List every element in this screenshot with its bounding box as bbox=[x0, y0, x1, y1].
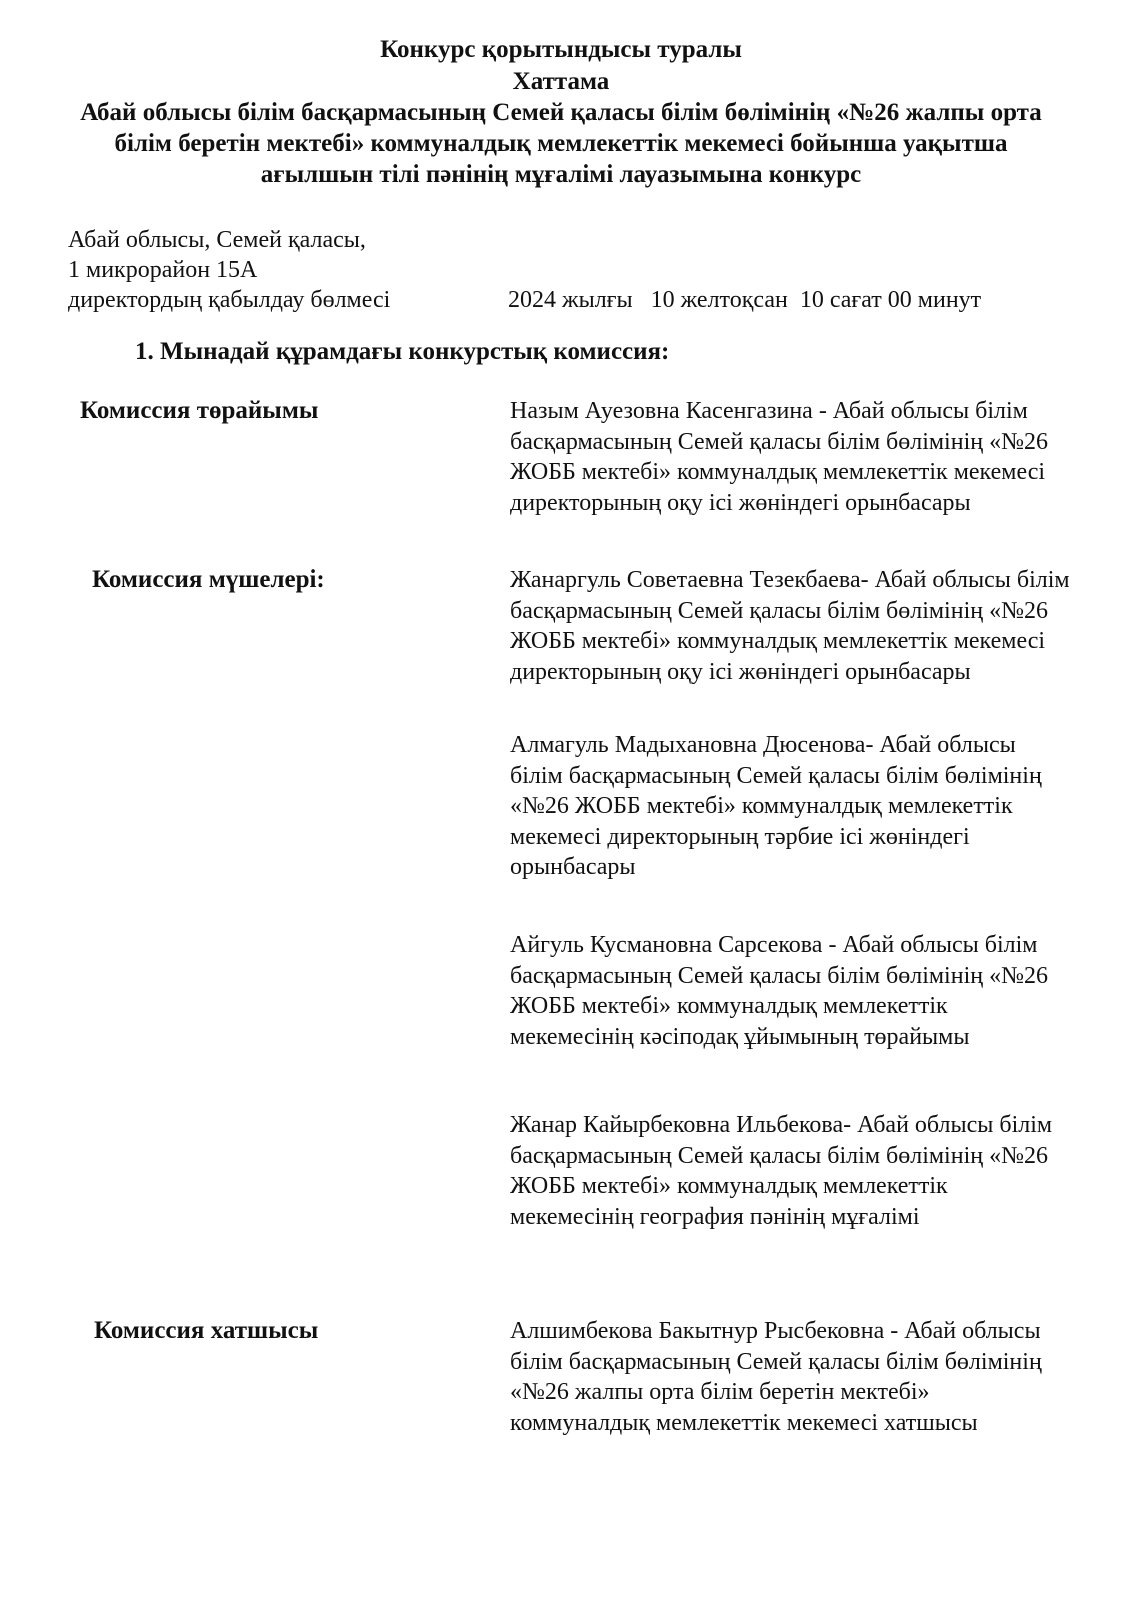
chair-label: Комиссия төрайымы bbox=[80, 397, 319, 424]
secretary-label: Комиссия хатшысы bbox=[94, 1317, 319, 1344]
document-subtitle: Абай облысы білім басқармасының Семей қаласы білім бөлімінің «№26 жалпы орта білім беретін мектебі» коммуналдық мемлекеттік мекемесі бойынша уақытша ағылшын тілі пәнінің мұғалімі лауазымына конкурс bbox=[80, 99, 1042, 188]
chair-description: Назым Ауезовна Касенгазина - Абай облысы білім басқармасының Семей қаласы білім бөлімінің «№26 ЖОББ мектебі» коммуналдық мемлекеттік мекемесі директорының оқу ісі жөніндегі орынбасары bbox=[510, 398, 1048, 516]
address-line-1: Абай облысы, Семей қаласы, bbox=[68, 227, 366, 253]
member-description: Жанар Кайырбековна Ильбекова- Абай облысы білім басқармасының Семей қаласы білім бөлімінің «№26 ЖОББ мектебі» коммуналдық мемлекеттік мекемесінің география пәнінің мұғалімі bbox=[510, 1112, 1053, 1230]
member-description: Алмагуль Мадыхановна Дюсенова- Абай облысы білім басқармасының Семей қаласы білім бөлімінің «№26 ЖОББ мектебі» коммуналдық мемлекеттік мекемесі директорының тәрбие ісі жөніндегі орынбасары bbox=[510, 732, 1042, 880]
secretary-description: Алшимбекова Бакытнур Рысбековна - Абай облысы білім басқармасының Семей қаласы білім бөлімінің «№26 жалпы орта білім беретін мектебі» коммуналдық мемлекеттік мекемесі хатшысы bbox=[510, 1318, 1042, 1436]
address-line-3: директордың қабылдау бөлмесі bbox=[68, 287, 391, 313]
meeting-datetime: 2024 жылғы 10 желтоқсан 10 сағат 00 минут bbox=[508, 287, 982, 313]
document-title: Конкурс қорытындысы туралы bbox=[380, 36, 742, 63]
section-heading: 1. Мынадай құрамдағы конкурстық комиссия: bbox=[135, 338, 670, 365]
address-line-2: 1 микрорайон 15А bbox=[68, 257, 258, 283]
member-description: Жанаргуль Советаевна Тезекбаева- Абай облысы білім басқармасының Семей қаласы білім бөлімінің «№26 ЖОББ мектебі» коммуналдық мемлекеттік мекемесі директорының оқу ісі жөніндегі орынбасары bbox=[510, 567, 1070, 685]
member-description: Айгуль Кусмановна Сарсекова - Абай облысы білім басқармасының Семей қаласы білім бөлімінің «№26 ЖОББ мектебі» коммуналдық мемлекеттік мекемесінің кәсіподақ ұйымының төрайымы bbox=[510, 932, 1048, 1050]
document-type-title: Хаттама bbox=[512, 68, 610, 95]
members-label: Комиссия мүшелері: bbox=[92, 566, 325, 593]
